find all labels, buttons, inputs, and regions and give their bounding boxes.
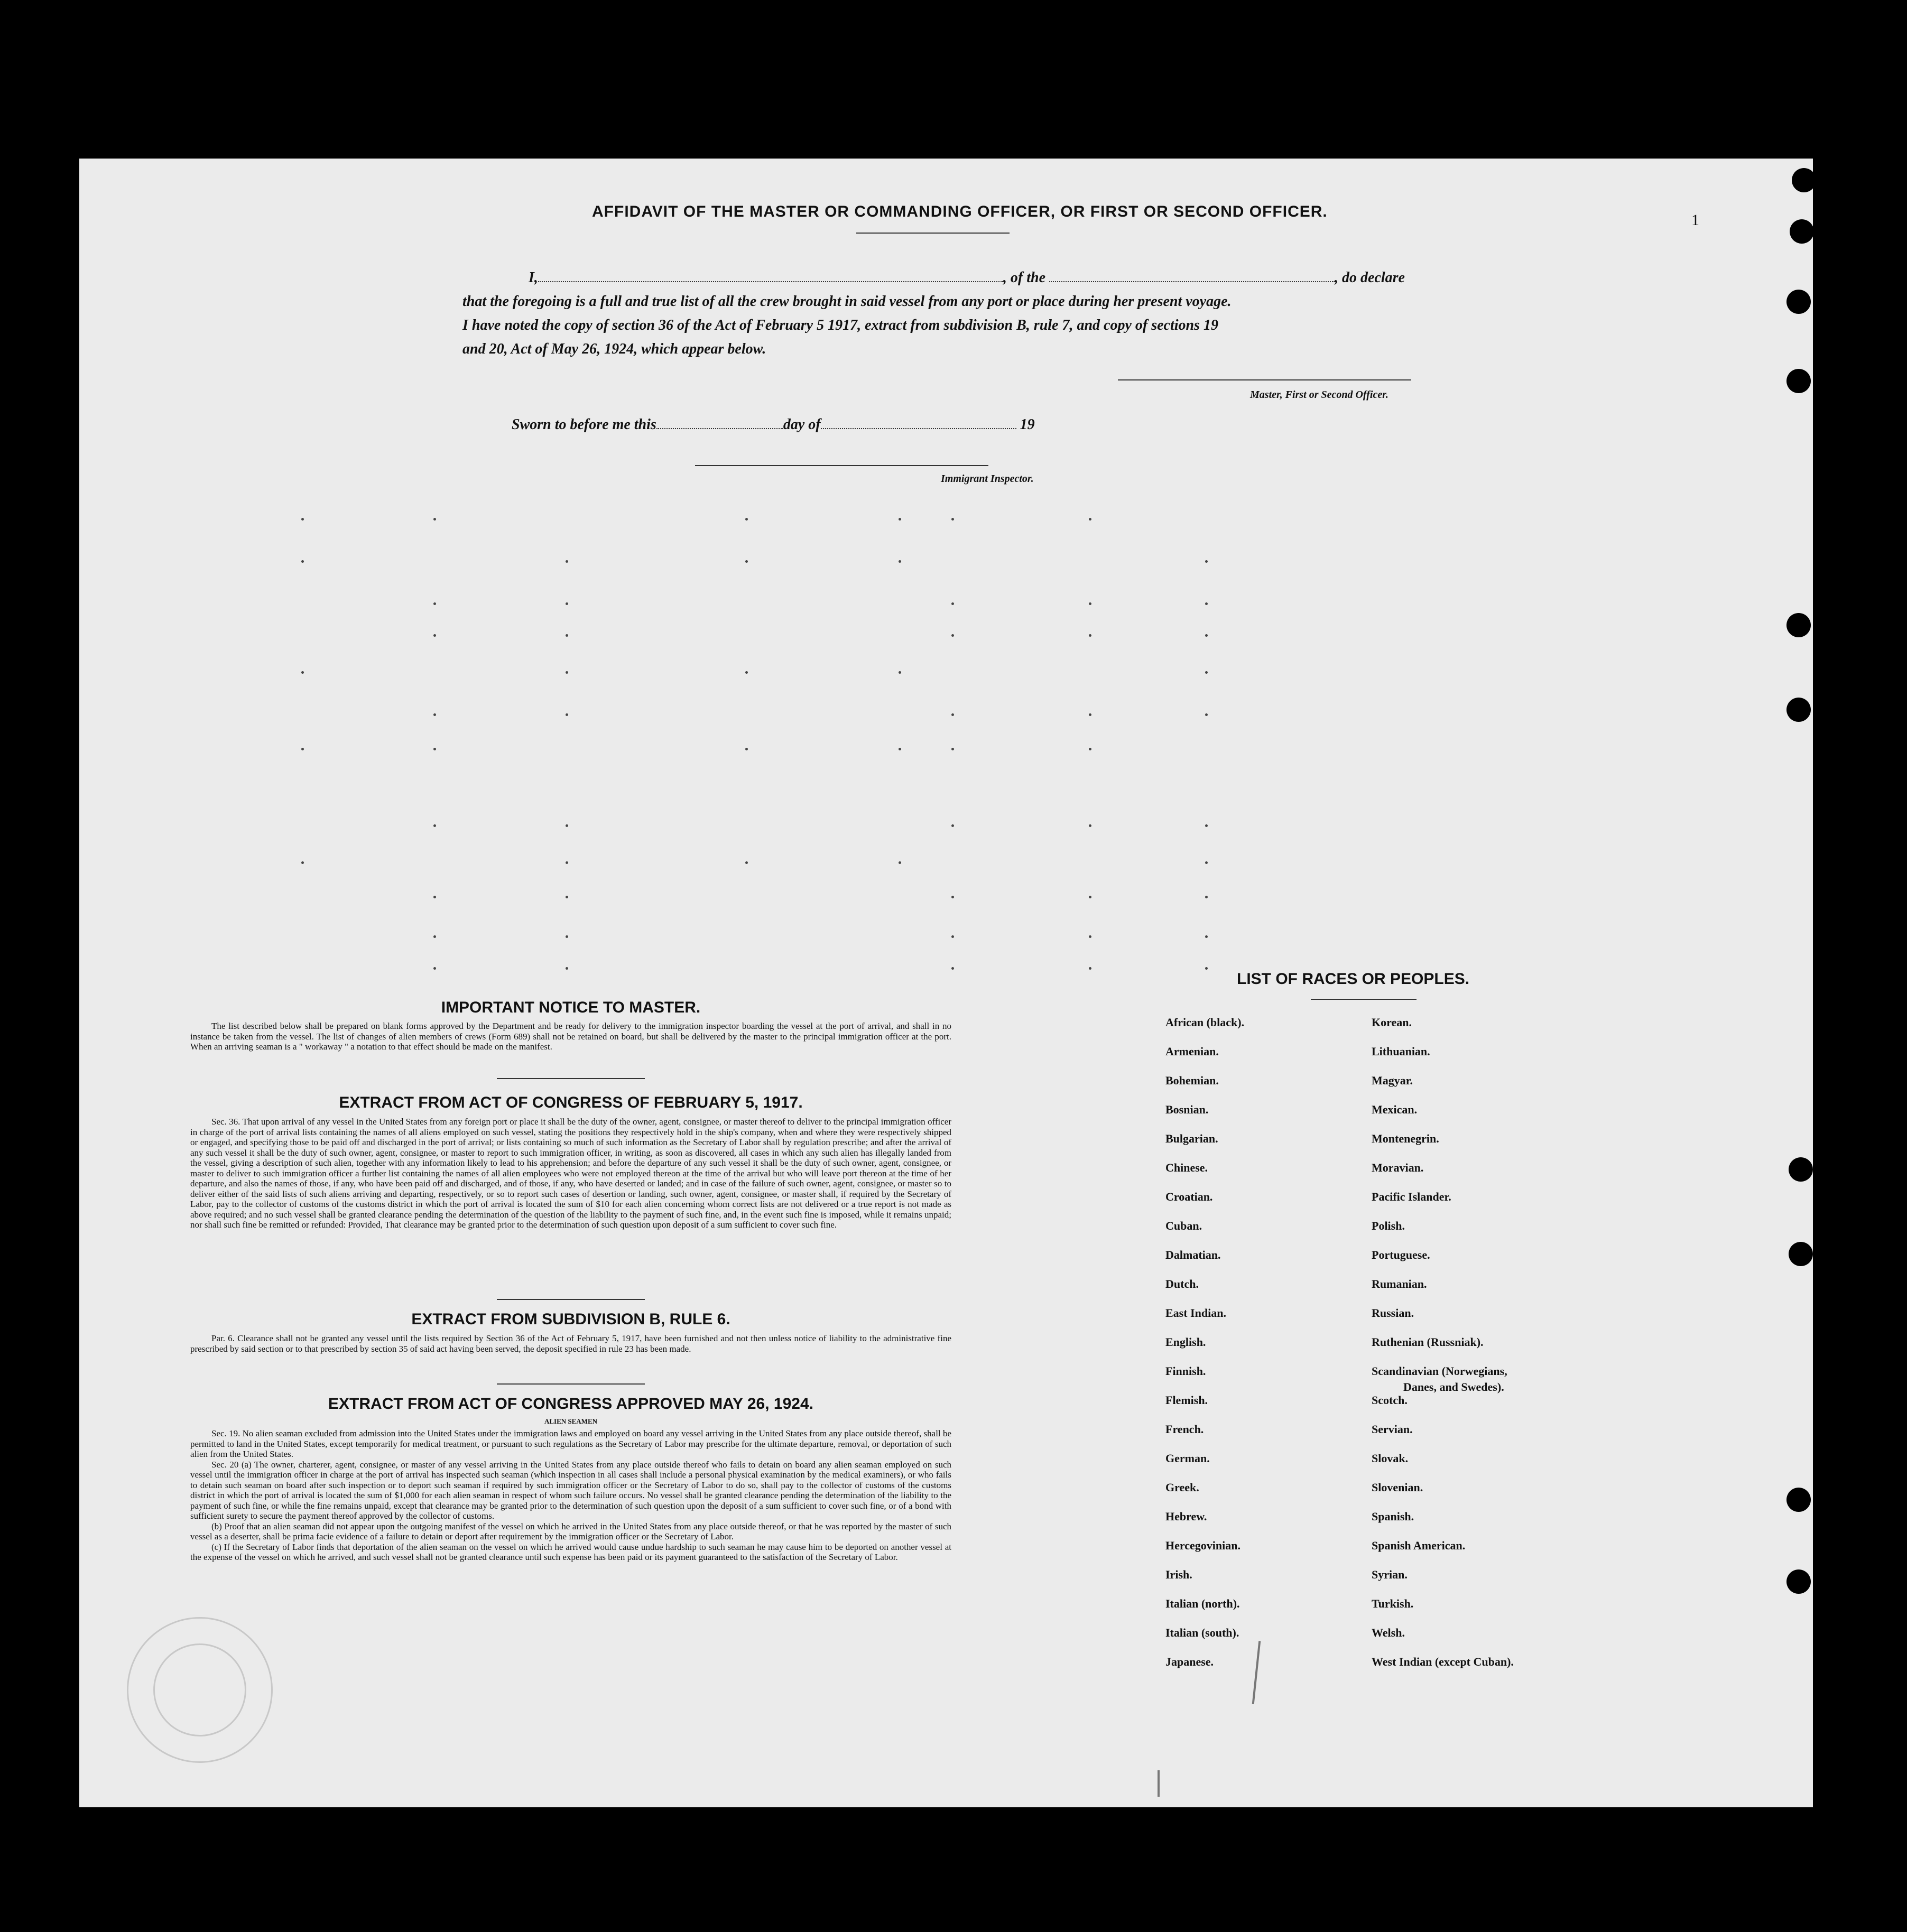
race-item: Dalmatian. xyxy=(1165,1248,1221,1261)
bleed-dot xyxy=(1089,896,1091,898)
extract-1924-text xyxy=(190,1428,951,1563)
sec-20a-paragraph: Sec. 20 (a) The owner, charterer, agent, consignee, or master of any vessel arriving in the United States from any place outside thereof who fails to detain on board any alien seaman employed on such vessel until the immigration officer in charge at the port of arrival has inspected such seaman (which inspection in all cases shall include a personal physical examination by the medical examiners), or who fails to detain such seaman on board after such inspection or to deport such seaman if required by such immigration officer or the Secretary of Labor to do so, shall pay to the collector of customs of the customs district in which the port of arrival is located the sum of $1,000 for each alien seaman in respect of whom such failure occurs. No vessel shall be granted clearance pending the determination of the liability to the payment of such fine, or while the fine remains unpaid, except that clearance may be granted prior to the determination of such question upon the deposit of a sum sufficient to cover such fine, or of a bond with sufficient surety to secure the payment thereof approved by the collector of customs. xyxy=(190,1459,951,1521)
bleed-dot xyxy=(951,748,954,750)
bleed-dot xyxy=(1089,824,1091,827)
sworn-month-field[interactable] xyxy=(821,428,1016,429)
master-signature-label: Master, First or Second Officer. xyxy=(1250,389,1388,401)
bleed-dot xyxy=(1205,602,1208,605)
races-right-column xyxy=(1372,1016,1514,1684)
declarant-label: I, xyxy=(529,270,538,286)
bleed-dot xyxy=(951,896,954,898)
bleed-dot xyxy=(566,896,568,898)
bleed-dot xyxy=(899,748,901,750)
race-item: Ruthenian (Russniak). xyxy=(1372,1335,1484,1349)
affidavit-line-1 xyxy=(529,270,1405,286)
race-item: Dutch. xyxy=(1165,1277,1199,1290)
bleed-dot xyxy=(433,634,436,637)
bleed-dot xyxy=(566,671,568,674)
bleed-dot xyxy=(1089,967,1091,970)
race-item: Hebrew. xyxy=(1165,1510,1207,1523)
alien-seamen-subtitle: ALIEN SEAMEN xyxy=(544,1417,598,1425)
bleed-dot xyxy=(1205,896,1208,898)
race-item: Danes, and Swedes). xyxy=(1403,1380,1504,1394)
bleed-dot xyxy=(1205,713,1208,716)
extract-1917-title: EXTRACT FROM ACT OF CONGRESS OF FEBRUARY 5, 1917. xyxy=(339,1094,803,1111)
race-item: Lithuanian. xyxy=(1372,1045,1430,1058)
binder-hole xyxy=(1790,219,1814,244)
bleed-dot xyxy=(1205,634,1208,637)
bleed-dot xyxy=(951,602,954,605)
race-item: Hercegovinian. xyxy=(1165,1539,1241,1552)
bleed-dot xyxy=(745,748,748,750)
bleed-dot xyxy=(566,861,568,864)
binder-hole xyxy=(1786,698,1811,722)
race-item: Mexican. xyxy=(1372,1103,1418,1116)
bleed-dot xyxy=(433,748,436,750)
race-item: Rumanian. xyxy=(1372,1277,1427,1290)
race-item: Flemish. xyxy=(1165,1394,1208,1407)
extract-rule6-title: EXTRACT FROM SUBDIVISION B, RULE 6. xyxy=(411,1311,730,1328)
master-signature-line[interactable] xyxy=(1118,379,1411,380)
declarant-name-field[interactable] xyxy=(538,281,1003,282)
vessel-name-field[interactable] xyxy=(1049,281,1335,282)
race-item: German. xyxy=(1165,1452,1210,1465)
bleed-dot xyxy=(301,671,304,674)
race-item: Turkish. xyxy=(1372,1597,1414,1610)
bleed-dot xyxy=(951,634,954,637)
bleed-dot xyxy=(1205,935,1208,938)
race-item: Scotch. xyxy=(1372,1394,1408,1407)
race-item: Finnish. xyxy=(1165,1364,1206,1378)
sec-19-paragraph: Sec. 19. No alien seaman excluded from admission into the United States under the immigration laws and employed on board any vessel arriving in the United States from any place outside thereof, shall be permitted to land in the United States, except temporarily for medical treatment, or pursuant to such regulations as the Secretary of Labor may prescribe for the ultimate departure, removal, or deportation of such alien from the United States. xyxy=(190,1428,951,1459)
bleed-dot xyxy=(566,967,568,970)
embossed-seal-inner xyxy=(153,1643,246,1736)
bleed-dot xyxy=(433,967,436,970)
inspector-signature-label: Immigrant Inspector. xyxy=(941,473,1034,485)
affidavit-line-4: and 20, Act of May 26, 1924, which appear below. xyxy=(462,341,766,357)
race-item: West Indian (except Cuban). xyxy=(1372,1655,1514,1668)
bleed-dot xyxy=(899,671,901,674)
bleed-dot xyxy=(433,518,436,521)
race-item: Bulgarian. xyxy=(1165,1132,1218,1145)
affidavit-title: AFFIDAVIT OF THE MASTER OR COMMANDING OFFICER, OR FIRST OR SECOND OFFICER. xyxy=(592,203,1328,220)
bleed-dot xyxy=(745,861,748,864)
race-item: Bohemian. xyxy=(1165,1074,1219,1087)
sec-20b-paragraph: (b) Proof that an alien seaman did not appear upon the outgoing manifest of the vessel on which he arrived in the United States from any place outside thereof, or that he was reported by the master of such vessel as a deserter, shall be prima facie evidence of a failure to detain or deport after requirement by the immigration officer or the Secretary of Labor. xyxy=(190,1521,951,1541)
notice-text xyxy=(190,1021,951,1052)
bleed-dot xyxy=(566,634,568,637)
race-item: Moravian. xyxy=(1372,1161,1424,1174)
bleed-dot xyxy=(745,560,748,563)
divider xyxy=(497,1299,645,1300)
extract-rule6-text xyxy=(190,1333,951,1354)
bleed-dot xyxy=(433,896,436,898)
bleed-dot xyxy=(899,518,901,521)
races-left-column xyxy=(1165,1016,1244,1684)
race-item: French. xyxy=(1165,1423,1204,1436)
binder-hole xyxy=(1789,1157,1813,1182)
sec-20c-paragraph: (c) If the Secretary of Labor finds that deportation of the alien seaman on the vessel on which he arrived would cause undue hardship to such seaman he may cause him to be deported on another vessel at the expense of the vessel on which he arrived, and such vessel shall not be granted clearance until such expense has been paid or its payment guaranteed to the satisfaction of the Secretary of Labor. xyxy=(190,1541,951,1562)
divider xyxy=(497,1078,645,1079)
bleed-dot xyxy=(566,935,568,938)
bleed-dot xyxy=(1089,518,1091,521)
binder-hole xyxy=(1786,613,1811,637)
race-item: Welsh. xyxy=(1372,1626,1405,1639)
binder-hole xyxy=(1786,1569,1811,1594)
bleed-dot xyxy=(1205,967,1208,970)
race-item: Korean. xyxy=(1372,1016,1412,1029)
bleed-dot xyxy=(566,824,568,827)
race-item: Polish. xyxy=(1372,1219,1405,1232)
par-6-paragraph: Par. 6. Clearance shall not be granted any vessel until the lists required by Section 36 of the Act of February 5, 1917, have been furnished and not then unless notice of liability to the administrative fine prescribed by said section or to that prescribed by section 35 of said act having been served, the deposit specified in rule 23 has been made. xyxy=(190,1333,951,1354)
bleed-dot xyxy=(899,861,901,864)
affidavit-line-2: that the foregoing is a full and true list of all the crew brought in said vessel from any port or place during her present voyage. xyxy=(462,293,1232,310)
bleed-dot xyxy=(951,824,954,827)
races-title: LIST OF RACES OR PEOPLES. xyxy=(1237,970,1470,988)
race-item: Italian (north). xyxy=(1165,1597,1240,1610)
race-item: Portuguese. xyxy=(1372,1248,1430,1261)
title-underline xyxy=(856,233,1010,234)
race-item: Croatian. xyxy=(1165,1190,1213,1203)
bleed-dot xyxy=(1205,824,1208,827)
race-item: Cuban. xyxy=(1165,1219,1202,1232)
race-item: Slovenian. xyxy=(1372,1481,1423,1494)
bleed-dot xyxy=(433,602,436,605)
race-item: English. xyxy=(1165,1335,1206,1349)
bleed-dot xyxy=(1205,861,1208,864)
divider xyxy=(497,1383,645,1385)
binder-hole xyxy=(1786,369,1811,393)
race-item: Syrian. xyxy=(1372,1568,1408,1581)
bleed-dot xyxy=(899,560,901,563)
bleed-dot xyxy=(1089,935,1091,938)
race-item: Irish. xyxy=(1165,1568,1192,1581)
bleed-dot xyxy=(301,518,304,521)
extract-1924-title: EXTRACT FROM ACT OF CONGRESS APPROVED MAY 26, 1924. xyxy=(328,1395,813,1413)
bleed-dot xyxy=(566,560,568,563)
handwritten-mark xyxy=(1158,1770,1160,1797)
race-item: Magyar. xyxy=(1372,1074,1413,1087)
bleed-dot xyxy=(745,671,748,674)
bleed-dot xyxy=(951,935,954,938)
bleed-dot xyxy=(433,824,436,827)
bleed-dot xyxy=(1089,748,1091,750)
binder-hole xyxy=(1786,290,1811,314)
race-item: Spanish American. xyxy=(1372,1539,1466,1552)
sworn-day-field[interactable] xyxy=(656,428,783,429)
binder-hole xyxy=(1786,1488,1811,1512)
bleed-dot xyxy=(301,560,304,563)
bleed-dot xyxy=(951,967,954,970)
bleed-dot xyxy=(433,713,436,716)
bleed-dot xyxy=(433,935,436,938)
race-item: Armenian. xyxy=(1165,1045,1219,1058)
bleed-dot xyxy=(301,861,304,864)
day-of-label: day of xyxy=(783,416,821,433)
affidavit-line-3: I have noted the copy of section 36 of the Act of February 5 1917, extract from subdivision B, rule 7, and copy of sections 19 xyxy=(462,317,1219,333)
notice-paragraph: The list described below shall be prepared on blank forms approved by the Department and be ready for delivery to the immigration inspector boarding the vessel at the port of arrival, and shall in no instance be taken from the vessel. The list of changes of alien members of crews (Form 689) shall not be retained on board, but shall be delivered by the master to the principal immigration officer at the port. When an arriving seaman is a " workaway " a notation to that effect should be made on the manifest. xyxy=(190,1021,951,1052)
race-item: Montenegrin. xyxy=(1372,1132,1439,1145)
bleed-dot xyxy=(301,748,304,750)
race-item: East Indian. xyxy=(1165,1306,1226,1320)
race-item: Pacific Islander. xyxy=(1372,1190,1451,1203)
binder-hole xyxy=(1792,168,1816,192)
bleed-dot xyxy=(1205,560,1208,563)
sworn-line xyxy=(512,416,1035,433)
bleed-dot xyxy=(566,602,568,605)
race-item: Scandinavian (Norwegians, xyxy=(1372,1364,1507,1378)
race-item: Chinese. xyxy=(1165,1161,1208,1174)
race-item: African (black). xyxy=(1165,1016,1245,1029)
sec-36-paragraph: Sec. 36. That upon arrival of any vessel in the United States from any foreign port or place it shall be the duty of the owner, agent, consignee, or master thereof to deliver to the principal immigration officer in charge of the port of arrival lists containing the names of all aliens employed on such vessel, stating the positions they respectively hold in the ship's company, when and where they were respectively shipped or engaged, and specifying those to be paid off and discharged in the port of arrival; or lists containing so much of such information as the Secretary of Labor shall by regulation prescribe; and after the arrival of any such vessel it shall be the duty of such owner, agent, consignee, or master to report to such immigration officer, in writing, as soon as discovered, all cases in which any such alien has illegally landed from the vessel, giving a description of such alien, together with any information likely to lead to his apprehension; and before the departure of any such vessel it shall be the duty of such owner, agent, consignee, or master to deliver to such immigration officer a further list containing the names of all alien employees who were not employed thereon at the time of the arrival but who will leave port thereon at the time of her departure, and also the names of those, if any, who have been paid off and discharged, and of those, if any, who have deserted or landed; and in case of the failure of such owner, agent, consignee, or master so to deliver either of the said lists of such aliens arriving and departing, respectively, or so to report such cases of desertion or landing, such owner, agent, consignee, or master shall, if required by the Secretary of Labor, pay to the collector of customs of the customs district in which the port of arrival is located the sum of $10 for each alien concerning whom correct lists are not delivered or a true report is not made as above required; and no such vessel shall be granted clearance pending the determination of the question of the liability to the payment of such fine, and, in the event such fine is imposed, while it remains unpaid; nor shall such fine be remitted or refunded: Provided, That clearance may be granted prior to the determination of such question upon deposit of a sum sufficient to cover such fine. xyxy=(190,1117,951,1230)
page-mark: 1 xyxy=(1691,211,1699,229)
notice-title: IMPORTANT NOTICE TO MASTER. xyxy=(441,999,701,1016)
race-item: Spanish. xyxy=(1372,1510,1414,1523)
inspector-signature-line[interactable] xyxy=(695,465,988,466)
race-item: Servian. xyxy=(1372,1423,1413,1436)
bleed-dot xyxy=(745,518,748,521)
bleed-dot xyxy=(1089,634,1091,637)
sworn-label: Sworn to before me this xyxy=(512,416,656,433)
bleed-dot xyxy=(951,713,954,716)
extract-1917-text xyxy=(190,1117,951,1230)
race-item: Bosnian. xyxy=(1165,1103,1209,1116)
bleed-dot xyxy=(1089,713,1091,716)
bleed-dot xyxy=(951,518,954,521)
declare-label: , do declare xyxy=(1335,270,1405,286)
bleed-dot xyxy=(1205,671,1208,674)
bleed-dot xyxy=(1089,602,1091,605)
bleed-dot xyxy=(566,713,568,716)
vessel-label: , of the xyxy=(1003,270,1046,286)
race-item: Slovak. xyxy=(1372,1452,1409,1465)
race-item: Japanese. xyxy=(1165,1655,1214,1668)
binder-hole xyxy=(1789,1242,1813,1266)
race-item: Greek. xyxy=(1165,1481,1199,1494)
race-item: Italian (south). xyxy=(1165,1626,1239,1639)
races-title-underline xyxy=(1311,999,1417,1000)
race-item: Russian. xyxy=(1372,1306,1414,1320)
year-label: 19 xyxy=(1020,416,1035,433)
